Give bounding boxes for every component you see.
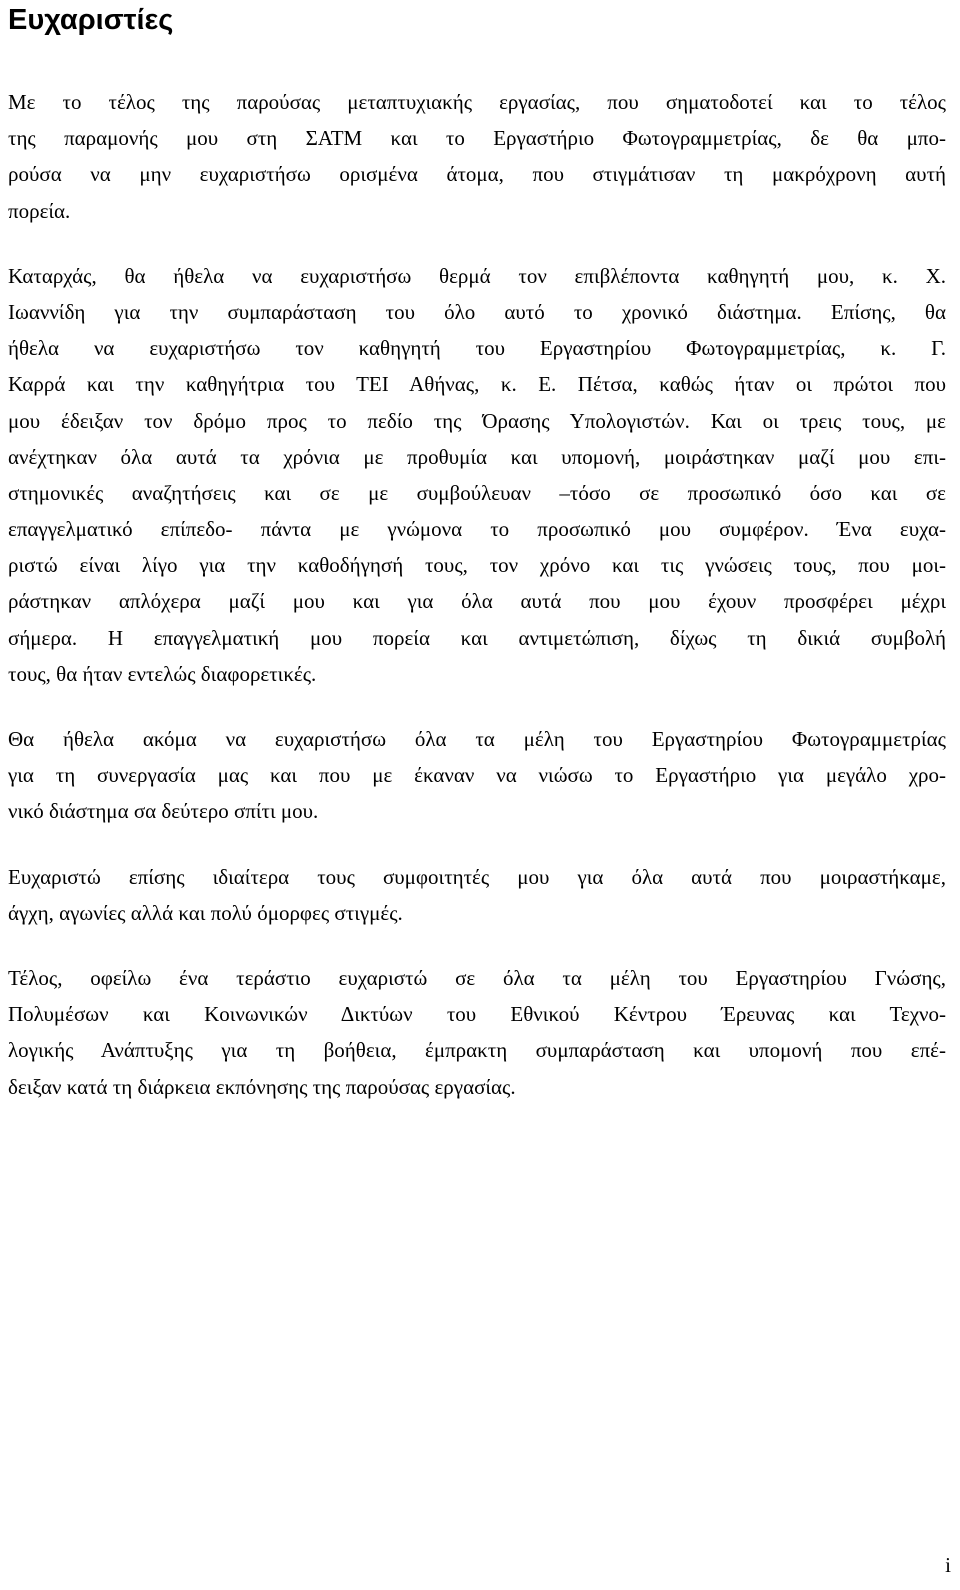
text-line: Με το τέλος της παρούσας μεταπτυχιακής εργασίας, που σηματοδοτεί και το τέλος (8, 90, 946, 114)
text-line: τους, θα ήταν εντελώς διαφορετικές. (8, 661, 317, 686)
text-line: λογικής Ανάπτυξης για τη βοήθεια, έμπρακτη συμπαράσταση και υπομονή που επέ- (8, 1038, 946, 1063)
text-line: Ευχαριστώ επίσης ιδιαίτερα τους συμφοιτητές μου για όλα αυτά που μοιραστήκαμε, (8, 864, 946, 889)
paragraph-closing (8, 960, 946, 1105)
text-line: στημονικές αναζητήσεις και σε με συμβούλευαν –τόσο σε προσωπικό όσο και σε (8, 480, 946, 505)
text-line: επαγγελματικό επίπεδο- πάντα με γνώμονα το προσωπικό μου συμφέρον. Ένα ευχα- (8, 517, 946, 542)
text-line: δειξαν κατά τη διάρκεια εκπόνησης της παρούσας εργασίας. (8, 1074, 516, 1099)
text-line: για τη συνεργασία μας και που με έκαναν να νιώσω το Εργαστήριο για μεγάλο χρο- (8, 763, 946, 788)
paragraph-supervisors (8, 258, 946, 692)
text-line: Καταρχάς, θα ήθελα να ευχαριστήσω θερμά τον επιβλέποντα καθηγητή μου, κ. Χ. (8, 263, 946, 288)
text-line: Πολυμέσων και Κοινωνικών Δικτύων του Εθνικού Κέντρου Έρευνας και Τεχνο- (8, 1002, 946, 1027)
text-line: μου έδειξαν τον δρόμο προς το πεδίο της Όρασης Υπολογιστών. Και οι τρεις τους, με (8, 408, 946, 433)
text-line: άγχη, αγωνίες αλλά και πολύ όμορφες στιγμές. (8, 900, 403, 925)
text-line: ρούσα να μην ευχαριστήσω ορισμένα άτομα, που στιγμάτισαν τη μακρόχρονη αυτή (8, 162, 946, 187)
text-line: Τέλος, οφείλω ένα τεράστιο ευχαριστώ σε όλα τα μέλη του Εργαστηρίου Γνώσης, (8, 965, 946, 990)
text-line: ήθελα να ευχαριστήσω τον καθηγητή του Εργαστηρίου Φωτογραμμετρίας, κ. Γ. (8, 336, 946, 361)
page-title: Ευχαριστίες (8, 4, 174, 36)
paragraph-classmates (8, 859, 946, 931)
text-line: ανέχτηκαν όλα αυτά τα χρόνια με προθυμία και υπομονή, μοιράστηκαν μαζί μου επι- (8, 444, 946, 469)
paragraph-lab-members (8, 721, 946, 830)
text-line: ριστώ είναι λίγο για την καθοδήγησή τους, τον χρόνο και τις γνώσεις τους, που μοι- (8, 553, 946, 578)
acknowledgements-body (8, 84, 946, 1134)
text-line: Ιωαννίδη για την συμπαράσταση του όλο αυτό το χρονικό διάστημα. Επίσης, θα (8, 299, 946, 324)
text-line: της παραμονής μου στη ΣΑΤΜ και το Εργαστήριο Φωτογραμμετρίας, δε θα μπο- (8, 126, 946, 151)
text-line: νικό διάστημα σα δεύτερο σπίτι μου. (8, 799, 319, 824)
text-line: Θα ήθελα ακόμα να ευχαριστήσω όλα τα μέλη του Εργαστηρίου Φωτογραμμετρίας (8, 727, 946, 751)
paragraph-intro (8, 84, 946, 229)
text-line: Καρρά και την καθηγήτρια του ΤΕΙ Αθήνας, κ. Ε. Πέτσα, καθώς ήταν οι πρώτοι που (8, 372, 946, 397)
page-number: i (945, 1553, 951, 1577)
text-line: σήμερα. Η επαγγελματική μου πορεία και αντιμετώπιση, δίχως τη δικιά συμβολή (8, 625, 946, 650)
text-line: πορεία. (8, 198, 71, 223)
text-line: ράστηκαν απλόχερα μαζί μου και για όλα αυτά που μου έχουν προσφέρει μέχρι (8, 589, 946, 614)
